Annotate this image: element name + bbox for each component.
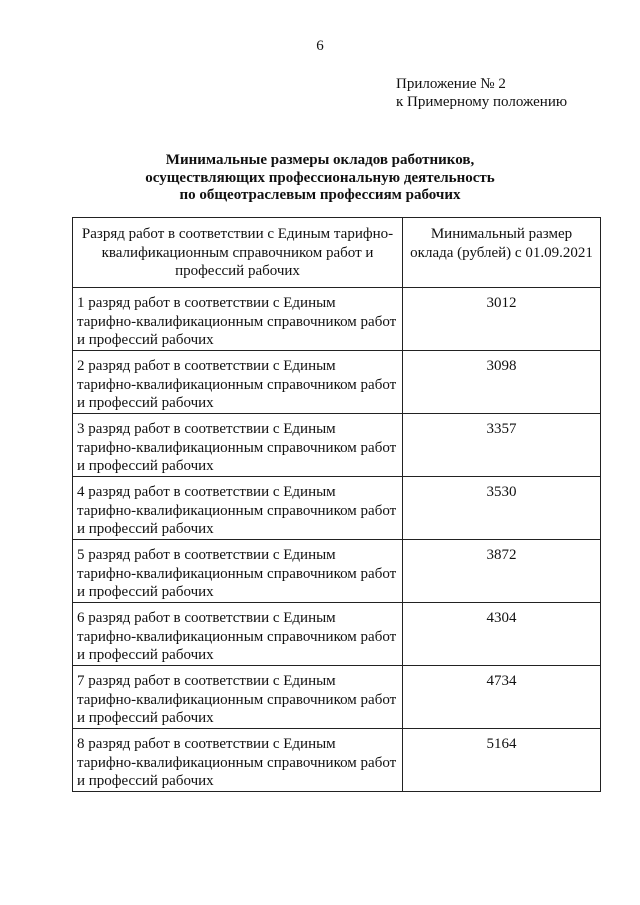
salary-cell: 3530	[403, 477, 601, 540]
rank-cell: 4 разряд работ в соответствии с Единым тарифно-квалификационным справочником работ и профессий рабочих	[73, 477, 403, 540]
salary-cell: 4304	[403, 603, 601, 666]
table-row	[73, 603, 601, 666]
salary-cell: 5164	[403, 729, 601, 792]
title-line-2: осуществляющих профессиональную деятельность	[145, 169, 495, 186]
salary-cell: 3012	[403, 288, 601, 351]
table-row	[73, 540, 601, 603]
table-header-row	[73, 218, 601, 288]
header-salary	[403, 218, 601, 288]
appendix-note	[396, 75, 567, 111]
title-line-3: по общеотраслевым профессиям рабочих	[179, 187, 461, 203]
salary-cell: 4734	[403, 666, 601, 729]
page-number: 6	[316, 38, 324, 54]
table-row	[73, 351, 601, 414]
appendix-line-2: к Примерному положению	[396, 94, 568, 110]
rank-cell: 2 разряд работ в соответствии с Единым тарифно-квалификационным справочником работ и профессий рабочих	[73, 351, 403, 414]
rank-cell: 7 разряд работ в соответствии с Единым тарифно-квалификационным справочником работ и профессий рабочих	[73, 666, 403, 729]
document-title	[80, 152, 560, 205]
appendix-line-1: Приложение № 2	[396, 76, 506, 92]
table-row	[73, 414, 601, 477]
salary-cell: 3872	[403, 540, 601, 603]
header-rank: Разряд работ в соответствии с Единым тарифно-квалификационным справочником работ и профессий рабочих	[73, 218, 403, 288]
rank-cell: 5 разряд работ в соответствии с Единым тарифно-квалификационным справочником работ и профессий рабочих	[73, 540, 403, 603]
rank-cell: 3 разряд работ в соответствии с Единым тарифно-квалификационным справочником работ и профессий рабочих	[73, 414, 403, 477]
table-row	[73, 666, 601, 729]
rank-cell: 1 разряд работ в соответствии с Единым тарифно-квалификационным справочником работ и профессий рабочих	[73, 288, 403, 351]
salary-cell: 3357	[403, 414, 601, 477]
salary-cell: 3098	[403, 351, 601, 414]
table-row	[73, 729, 601, 792]
salary-table	[72, 217, 601, 792]
title-line-1: Минимальные размеры окладов работников,	[165, 152, 475, 168]
table-row	[73, 477, 601, 540]
table-row	[73, 288, 601, 351]
rank-cell: 8 разряд работ в соответствии с Единым тарифно-квалификационным справочником работ и профессий рабочих	[73, 729, 403, 792]
header-salary-line-2: оклада (рублей) с 01.09.2021	[410, 244, 593, 261]
header-salary-line-1: Минимальный размер	[430, 226, 573, 242]
rank-cell: 6 разряд работ в соответствии с Единым тарифно-квалификационным справочником работ и профессий рабочих	[73, 603, 403, 666]
